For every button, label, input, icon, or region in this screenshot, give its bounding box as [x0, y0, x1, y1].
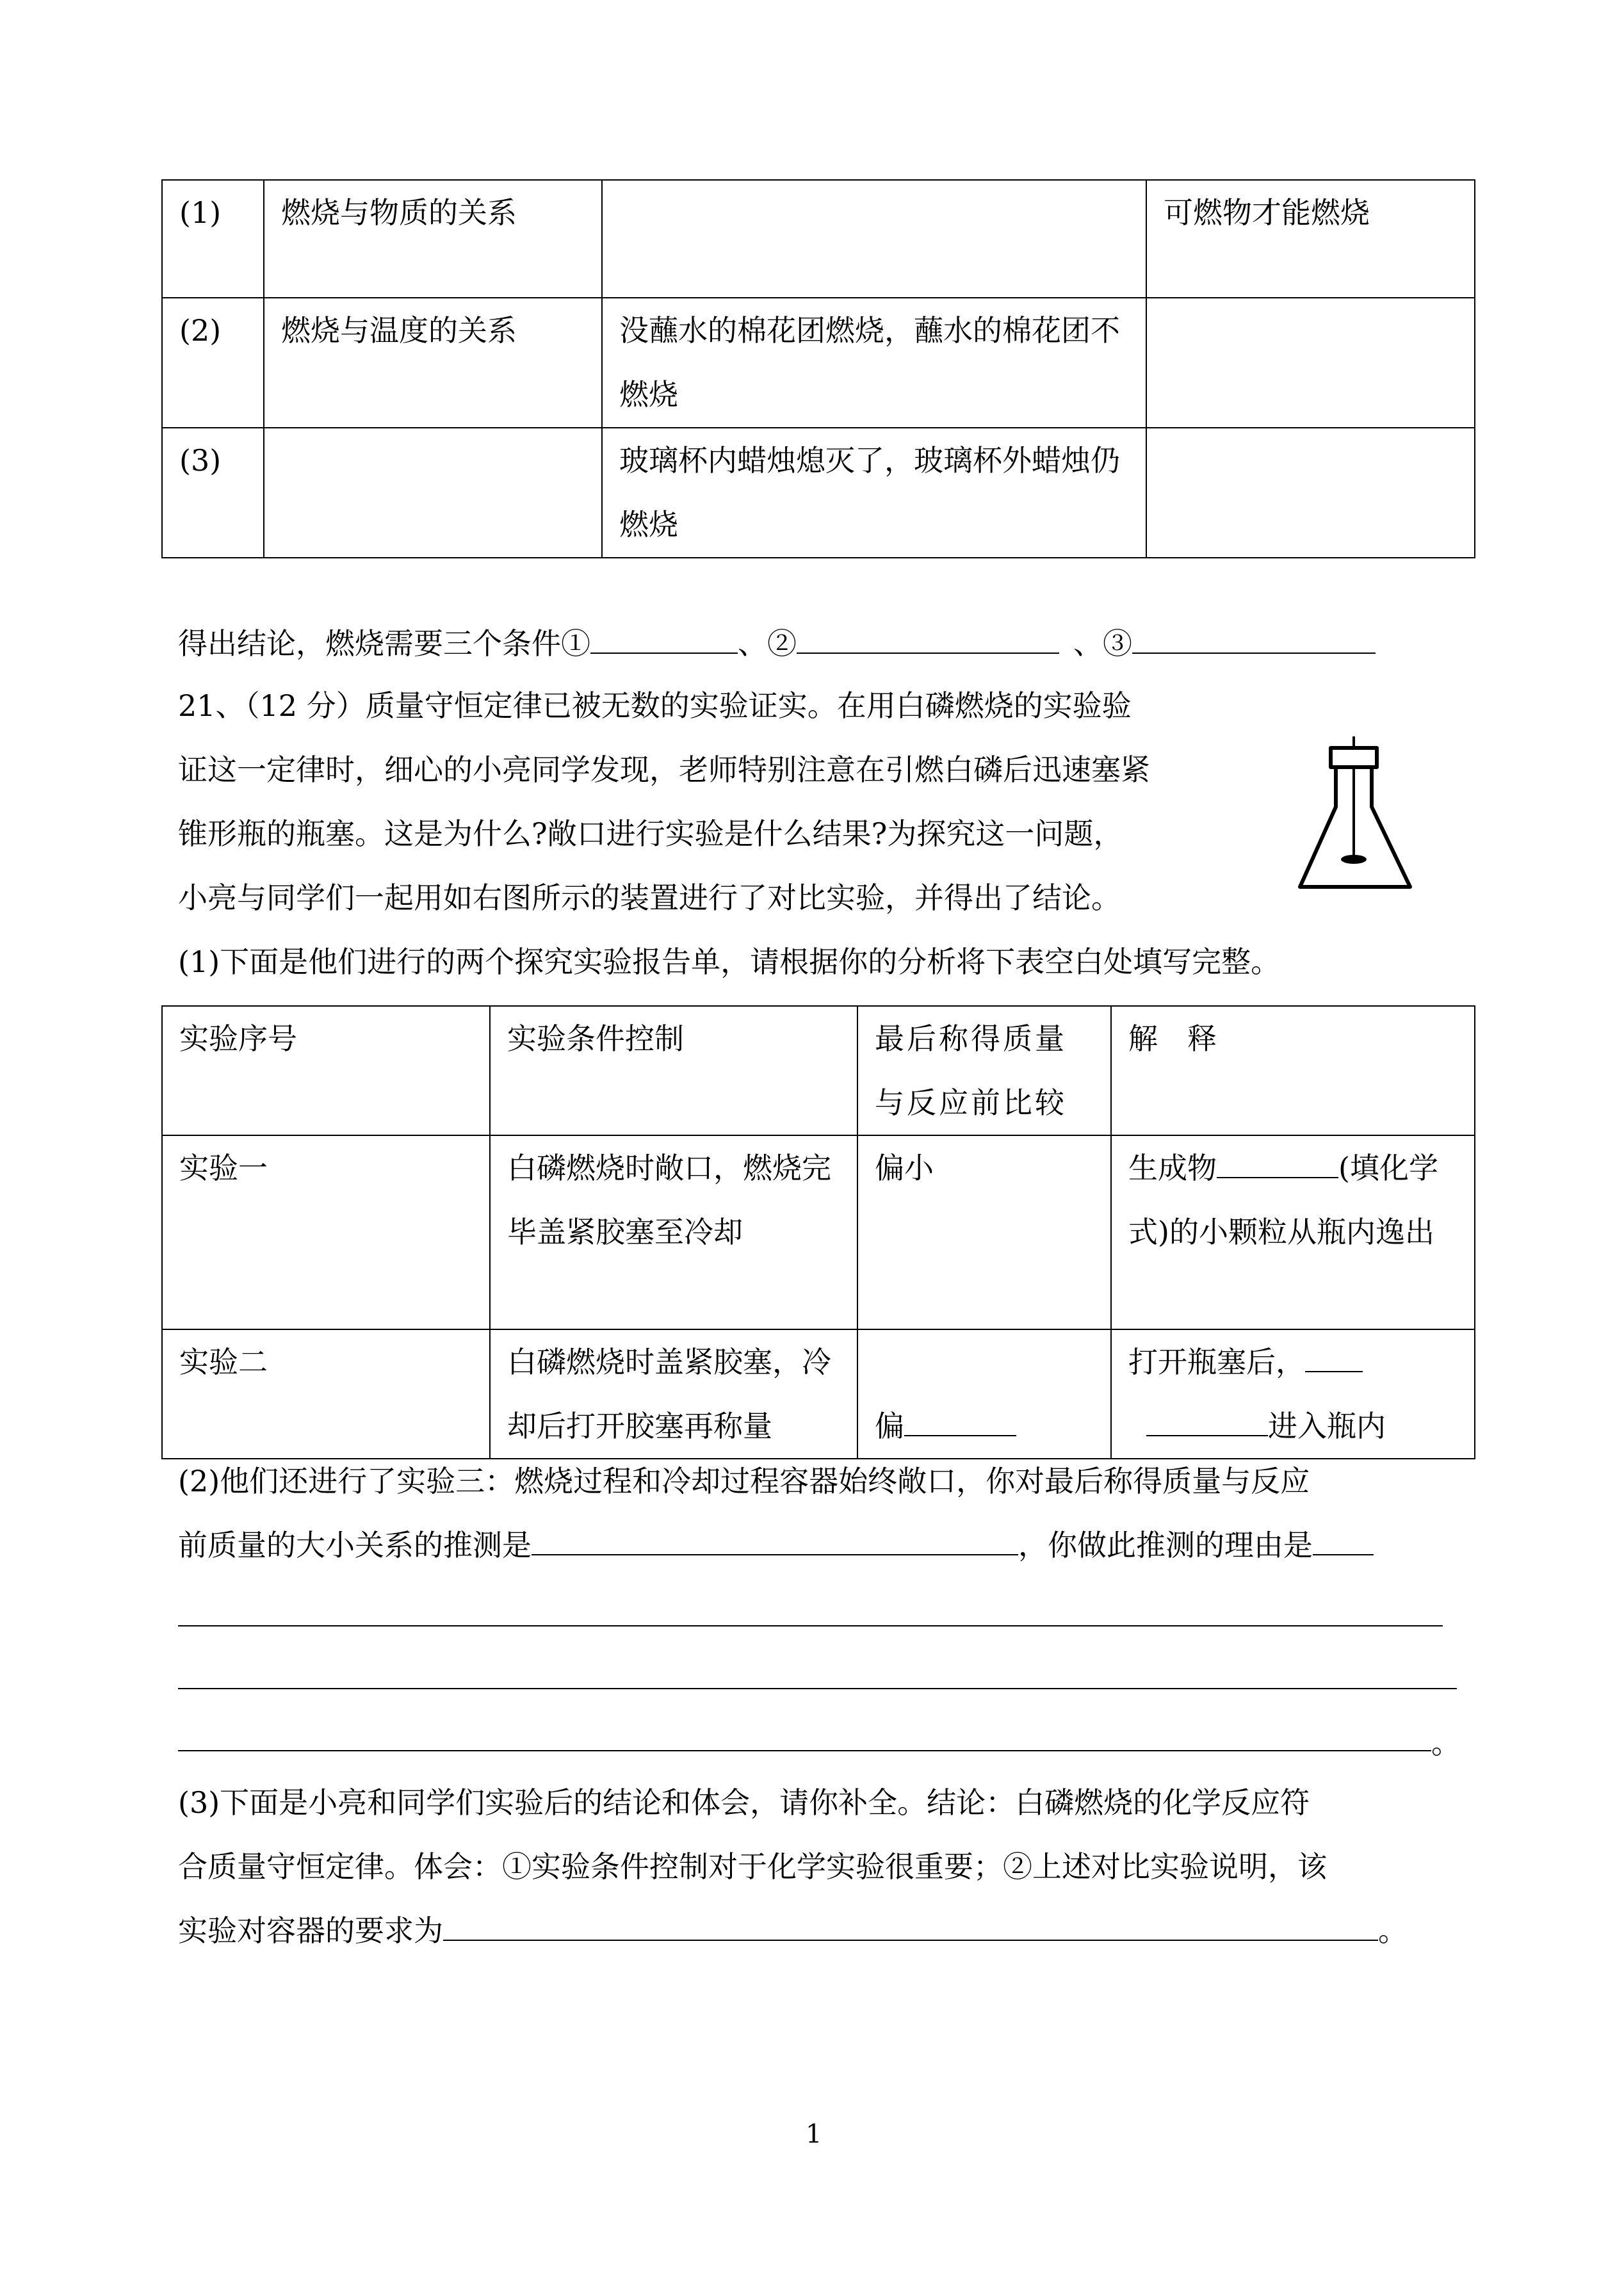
cell-compare: 偏小 [857, 1135, 1111, 1329]
blank-compare[interactable] [904, 1397, 1016, 1436]
experiment-report-table [161, 1005, 1475, 1459]
cell-explain [1111, 1135, 1475, 1329]
table-row [162, 298, 1475, 428]
cell-condition: 白磷燃烧时敞口，燃烧完毕盖紧胶塞至冷却 [490, 1135, 857, 1329]
blank-guess[interactable] [532, 1516, 1018, 1555]
part3-end-mark: 。 [1378, 1913, 1408, 1948]
cell-no: 实验一 [162, 1135, 490, 1329]
part2-end-mark: 。 [1431, 1726, 1461, 1760]
blank-formula[interactable] [1217, 1139, 1338, 1178]
header-explain: 解 释 [1111, 1006, 1475, 1135]
blank-condition-3[interactable] [1132, 614, 1376, 654]
q21-line-3: 锥形瓶的瓶塞。这是为什么?敞口进行实验是什么结果?为探究这一问题， [178, 816, 1123, 851]
cell-no: (3) [162, 428, 264, 558]
header-no: 实验序号 [162, 1006, 490, 1135]
q21-line-4: 小亮与同学们一起用如右图所示的装置进行了对比实验，并得出了结论。 [178, 880, 1121, 915]
blank-reason-start[interactable] [1313, 1516, 1374, 1555]
table-header-row [162, 1006, 1475, 1135]
header-condition: 实验条件控制 [490, 1006, 857, 1135]
conical-flask-figure [1274, 736, 1428, 909]
page-number: 1 [806, 2120, 822, 2149]
combustion-table [161, 179, 1475, 558]
explain-suffix: (填化学式)的小颗粒从瓶内逸出 [1128, 1151, 1438, 1249]
table-row [162, 1329, 1475, 1459]
blank-gas-2[interactable] [1146, 1397, 1268, 1436]
cell-explain [1111, 1329, 1475, 1459]
part3-question: 实验对容器的要求为 [178, 1913, 443, 1948]
conclusion-sep-2: 、② [738, 626, 797, 661]
blank-condition-1[interactable] [590, 614, 738, 654]
cell-no: 实验二 [162, 1329, 490, 1459]
phosphorus-dish [1341, 855, 1367, 864]
cell-topic[interactable] [264, 428, 602, 558]
part2-question: 前质量的大小关系的推测是 [178, 1528, 532, 1562]
answer-line-3[interactable] [178, 1750, 1431, 1751]
compare-prefix: 偏 [875, 1409, 904, 1443]
table-row [162, 180, 1475, 298]
rubber-stopper [1331, 748, 1377, 767]
blank-condition-2[interactable] [797, 614, 1059, 654]
header-compare: 最后称得质量与反应前比较 [857, 1006, 1111, 1135]
cell-conclusion: 可燃物才能燃烧 [1146, 180, 1475, 298]
part2-reason-label: ，你做此推测的理由是 [1018, 1528, 1313, 1562]
cell-condition: 白磷燃烧时盖紧胶塞，冷却后打开胶塞再称量 [490, 1329, 857, 1459]
part2-line-1: (2)他们还进行了实验三：燃烧过程和冷却过程容器始终敞口，你对最后称得质量与反应 [178, 1464, 1310, 1498]
part3-line-2: 合质量守恒定律。体会：①实验条件控制对于化学实验很重要；②上述对比实验说明，该 [178, 1849, 1327, 1884]
blank-container-requirement[interactable] [443, 1901, 1378, 1941]
table-row [162, 428, 1475, 558]
cell-topic: 燃烧与温度的关系 [264, 298, 602, 428]
explain-suffix: 进入瓶内 [1268, 1409, 1386, 1443]
table-row [162, 1135, 1475, 1329]
cell-phenomenon[interactable] [602, 180, 1146, 298]
part2-line-2 [178, 1513, 1374, 1577]
conclusion-prefix: 得出结论，燃烧需要三个条件① [178, 626, 590, 661]
cell-compare [857, 1329, 1111, 1459]
answer-line-1[interactable] [178, 1625, 1443, 1626]
cell-conclusion[interactable] [1146, 428, 1475, 558]
cell-topic: 燃烧与物质的关系 [264, 180, 602, 298]
cell-phenomenon: 没蘸水的棉花团燃烧，蘸水的棉花团不燃烧 [602, 298, 1146, 428]
conclusion-sep-3: 、③ [1073, 626, 1132, 661]
part3-line-3 [178, 1899, 1408, 1963]
explain-prefix: 生成物 [1128, 1151, 1217, 1185]
part1-text: (1)下面是他们进行的两个探究实验报告单，请根据你的分析将下表空白处填写完整。 [178, 945, 1281, 979]
q21-line-1: 21、（12 分）质量守恒定律已被无数的实验证实。在用白磷燃烧的实验验 [178, 688, 1132, 723]
cell-conclusion[interactable] [1146, 298, 1475, 428]
cell-phenomenon: 玻璃杯内蜡烛熄灭了，玻璃杯外蜡烛仍燃烧 [602, 428, 1146, 558]
blank-gas-1[interactable] [1305, 1333, 1363, 1372]
answer-line-2[interactable] [178, 1688, 1457, 1689]
explain-prefix: 打开瓶塞后， [1128, 1345, 1305, 1379]
q21-line-2: 证这一定律时，细心的小亮同学发现，老师特别注意在引燃白磷后迅速塞紧 [178, 752, 1150, 787]
cell-no: (2) [162, 298, 264, 428]
conclusion-line [178, 612, 1376, 676]
part3-line-1: (3)下面是小亮和同学们实验后的结论和体会，请你补全。结论：白磷燃烧的化学反应符 [178, 1785, 1310, 1820]
cell-no: (1) [162, 180, 264, 298]
